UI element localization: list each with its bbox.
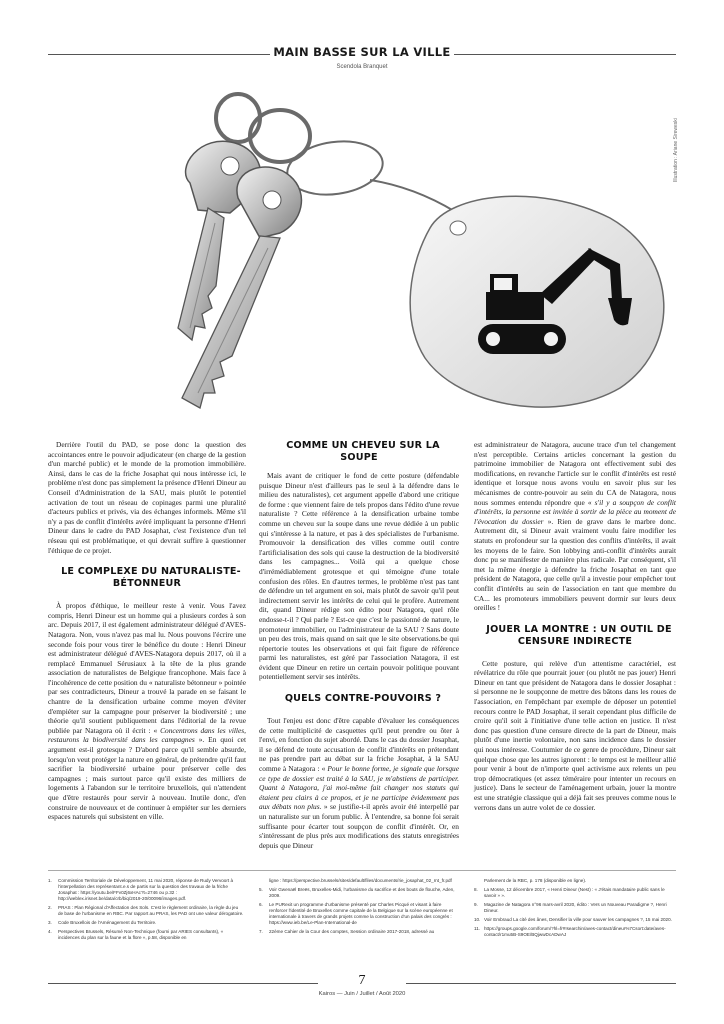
section-heading: COMME UN CHEVEU SUR LA SOUPE xyxy=(286,440,440,463)
footnote-number: 11. xyxy=(474,926,481,931)
author-byline: Scendola Branquet xyxy=(336,64,388,70)
footnote-number: 10. xyxy=(474,917,481,922)
paragraph-text: » se justifie-t-il après avoir été interpellé par un naturaliste sur un forum public. À l'entendre, sa bonne foi serait suffisante pour écarter tout soupçon de conflit d'intérêt. Or, en s'intéressant de plus près aux modifications des statuts enregistrées depuis que Dineur xyxy=(259,802,459,850)
illustration-credit: Illustration : Ariane Sireweski xyxy=(673,118,679,182)
article-section-title: MAIN BASSE SUR LA VILLE xyxy=(273,45,451,59)
section-heading: JOUER LA MONTRE : UN OUTIL DE CENSURE INDIRECTE xyxy=(486,623,672,647)
paragraph: Cette posture, qui relève d'un attentisme caractériel, est révélatrice du rôle que pourrait jouer (ou plutôt ne pas jouer) Henri Dineur en tant que président de Natagora dans le dossier Josaphat : si personne ne le soupçonne de mettre des bâtons dans les roues de l'association, en l'empêchant par exemple de déposer un potentiel recours contre le PAD Josaphat, il serait cependant plus difficile de croire qu'il soit à l'initiative d'une telle action en justice. Il n'est donc pas question d'une censure directe de la part de Dineur, mais plutôt d'une inertie volontaire, non sans incidence dans le dossier qui nous intéresse. Coutumier de ce genre de procédure, Dineur sait quelque chose que les autres ignorent : le temps est le meilleur allié pour venir à bout de n'importe quel activisme aux relents un peu trop démocratiques (et assez téméraire pour intenter un recours en justice). Dans le secteur de l'aménagement urbain, jouer la montre est une stratégie classique qui a déjà fait ses preuves comme nous le verrons dans un autre volet de ce dossier. xyxy=(474,658,676,812)
footnote-number: 4. xyxy=(48,929,52,934)
footnote-text: https://groups.google.com/forum/?hl=fr#!searchin/aves-contact/dineur%7Csort:date/aves-contact/r1mu5B-S9OE/BQjwwDcADwAJ xyxy=(484,926,666,937)
footnotes-column-3 xyxy=(474,878,676,941)
section-heading: QUELS CONTRE-POUVOIRS ? xyxy=(284,693,442,705)
paragraph-text: Mais avant de critiquer le fond de cette posture (défendable puisque Dineur n'est d'ailleurs pas le seul à la défendre dans le milieu des naturalistes), cet argument appelle d'abord une critique de forme : que viennent faire de tels propos dans l'édito d'une revue naturaliste ? Cette référence à la densification urbaine tombe comme un cheveu sur la soupe dans une revue dédiée à un public qui s'intéresse à la nature, et pas à des spécialistes de l'urbanisme. Promouvoir la densification des villes comme outil contre l'artificialisation des sols qui cause la destruction de la biodiversité dans les campagnes... Voilà qui a quelque chose d'irrémédiablement grotesque et qui témoigne d'une totale confusion des rôles xyxy=(259,471,459,586)
paragraph xyxy=(474,440,676,613)
footnote-number: 2. xyxy=(48,905,52,910)
paragraph xyxy=(259,471,459,682)
footnote-text: Perspectives Brussels, Résumé Non-Technique (fourni par ARIES consultants), « incidences du plan sur la faune et la flore », p.58, disponible en xyxy=(58,929,224,940)
paragraph-text: ». En quoi cet argument est-il grotesque ? D'abord parce qu'il semble absurde, lorsqu'on veut protéger la nature en général, de prétendre qu'il faut sacrifier la biodiversité urbaine pour préserver celle des campagnes ; mais surtout parce qu'il existe des milliers de logements à l'abandon sur le territoire bruxellois, qui n'attendent que d'être restaurés pour servir à nouveau. Inutile donc, d'en construire de nouveaux et de continuer à empiéter sur les derniers espaces naturels qui subsistent en ville. xyxy=(48,735,246,822)
paragraph xyxy=(259,716,459,850)
header-rule-left xyxy=(48,54,270,55)
footnote-text: Magazine de Natagora n°96 mars-avril 2020, édito : Vers un Nouveau Paradigme ?, Henri Dineur. xyxy=(484,902,667,913)
footnote-number: 6. xyxy=(259,902,263,907)
quote-text: s'il y a soupçon de conflit d'intérêts, la personne est invitée à sortir de la pièce au moment de l'évocation du dossier xyxy=(474,497,676,526)
footnote xyxy=(259,887,459,899)
footnote-number: 1. xyxy=(48,878,52,883)
article-column-3 xyxy=(474,440,676,812)
footnote xyxy=(48,905,244,917)
footnote-text: Le PURexit un programme d'urbanisme présenté par Charles Picqué et visant à faire renforcer l'identité de Bruxelles comme capitale de la Belgique sur la scène européenne et internationale à travers de grands projets comme la construction d'un palais des congrès : https://www.ieb.be/Le-Plan-International-de xyxy=(269,902,453,925)
footnote xyxy=(48,929,244,941)
article-header xyxy=(48,45,676,65)
footnote xyxy=(259,878,459,884)
footnotes-divider xyxy=(48,870,676,871)
footnote-text: PRAS : Plan Régional d'Affectation des Sols. C'est le règlement ordinaire, la règle du jeu de base de l'urbanisme en RBC. Par rapport au PRAS, les PAD ont une valeur dérogatoire. xyxy=(58,905,244,916)
footnote xyxy=(48,878,244,902)
footnote-number xyxy=(259,878,269,884)
footnote-text: Code Bruxellois de l'Aménagement du Territoire. xyxy=(58,920,157,925)
footnote-text: La Mosse, 12 décembre 2017, « Henri Dineur (Nest) : « J'étais mandataire public sans le savoir » ». xyxy=(484,887,665,898)
paragraph-text: est administrateur de Natagora, aucune trace d'un tel changement n'est perceptible. Certains articles concernant la gestion du patrimoine immobilier de Natagora ont effectivement subi des modifications, en revanche l'article sur le conflit d'intérêts est resté identique et lorsque nous avons voulu en savoir plus sur les mécanismes de contre-pouvoir au sein du CA de Natagora, nous nous sommes entendu répondre que « xyxy=(474,440,676,507)
paragraph: Derrière l'outil du PAD, se pose donc la question des accointances entre le pouvoir adjudicateur (en charge de la gestion d'un marché public) et le monde de la promotion immobilière. Ainsi, dans le cas de la friche Josaphat qui nous intéresse ici, le problème n'est donc pas simplement la présence d'Henri Dineur au Conseil d'Administration de la SAU, mais plutôt le potentiel activation de tout un réseau de copinages parmi une pluralité d'acteurs publics et privés, via des échanges informels. Même s'il n'y a pas de conflit d'intérêts avéré impliquant la personne d'Henri Dineur dans le cadre du PAD Josaphat, c'est l'existence d'un tel réseau qui est problématique, et qui devrait suffire à questionner l'éthique de ce projet. xyxy=(48,440,246,555)
paragraph-text: À propos d'éthique, le meilleur reste à venir. Vous l'avez compris, Henri Dineur est un homme qui a plusieurs cordes à son arc. Depuis 2017, il est également administrateur délégué d'AVES-Natagora. Non, vous n'avez pas mal lu. Nous pouvons l'écrire une seconde fois pour vous tirer le bénéfice du doute : Henri Dineur est administrateur délégué d'AVES-Natagora depuis 2017, où il a remplacé Emmanuel Sérusiaux à la tête de la plus grande association de naturalistes de Belgique francophone. Mais face à l'incohérence de cette position du « naturaliste bétonneur » pointée par ses contradicteurs, Dineur a trouvé la parade en se faisant le chantre de la densification urbaine comme moyen d'éviter d'empiéter sur la campagne pour préserver la biodiversité ; une théorie qu'il soutient publiquement dans l'éditorial de la revue publiée par Natagora où il écrit : « xyxy=(48,601,246,735)
publication-footer: Kairos — Juin / Juillet / Août 2020 xyxy=(318,991,406,997)
footnote-number: 9. xyxy=(474,902,478,907)
paragraph-text: . En d'autres termes, le problème n'est pas tant de défendre un tel argument en soi, mais plutôt de savoir qu'il peut indirectement servir les intérêts de celui qui le profère. Autrement dit, quand Dineur rédige son édito pour Natagora, quel rôle endosse-t-il ? Qui parle ? Est-ce que c'est le passionné de nature, le promoteur immobilier, ou l'administrateur de la SAU ? Sans doute un peu des trois, mais quand on sait que le site observations.be qui répertorie toutes les observations et qui fait figure de référence parmi les naturalistes, est géré par l'association Natagora, il est évident que Dineur en retire un certain pouvoir politique pouvant potentiellement servir ses intérêts. xyxy=(259,576,459,682)
article-column-2 xyxy=(259,440,459,850)
section-heading: LE COMPLEXE DU NATURALISTE-BÉTONNEUR xyxy=(61,566,241,590)
header-rule-right xyxy=(454,54,676,55)
keys-keychain-illustration xyxy=(120,88,680,428)
footnote-text: Voir Gwenaël Breës, Bruxelles-Midi, l'urbanisme du sacrifice et des bouts de flouche, Aden, 2009. xyxy=(269,887,455,898)
paragraph-text: ». Rien de grave dans le marbre donc. Autrement dit, si Dineur avait vraiment voulu faire modifier les statuts en profondeur sur la question des conflits d'intérêts, il avait les moyens de le faire. Son lobbying anti-conflit d'intérêts aurait donc pu se manifester de manière plus radicale. Par conséquent, s'il met la même énergie à défendre la friche Josaphat en tant que président de Natagora, que celle qu'il a investie pour empêcher tout conflit d'intérêts au sein de l'association en tant que membre du CA... les promoteurs immobiliers peuvent dormir sur leurs deux oreilles ! xyxy=(474,516,676,613)
footnotes-column-2 xyxy=(259,878,459,938)
footnote xyxy=(259,902,459,926)
footnote-number xyxy=(474,878,484,884)
footnote-number: 3. xyxy=(48,920,52,925)
article-column-1 xyxy=(48,440,246,822)
footnote-text: Parlement de la RBC, p. 178 (disponible en ligne). xyxy=(484,878,587,883)
quote-text: Concentrons dans les villes, restaurons la biodiversité dans les campagnes xyxy=(48,725,246,745)
footnote-number: 7. xyxy=(259,929,263,934)
footnote-number: 5. xyxy=(259,887,263,892)
footer-rule-right xyxy=(406,983,676,984)
footnote xyxy=(474,887,676,899)
footnote xyxy=(474,926,676,938)
page-number: 7 xyxy=(358,973,366,988)
footnote-text: Commission Territoriale de Développement, 11 mai 2020, réponse de Rudy Vervoort à l'interpellation des représentant.e.s de partis sur la question des travaux de la friche Josaphat : https://youtu.be/FFv0Zj6xHAc?t=2746 ou p.32 : http://weblex.irisnet.be/data/crb/biq/2019-20/00096/images.pdf. xyxy=(58,878,233,901)
footnote xyxy=(48,920,244,926)
footnote-text: Voir Embraud La cité des ânes, Densifier la ville pour sauver les campagnes ?, 15 mai 2020. xyxy=(484,917,672,922)
footnote-text: ligne : https://perspective.brussels/sites/default/files/documents/rie_josaphat_02_rnt_fr.pdf xyxy=(269,878,452,883)
footnote xyxy=(474,878,676,884)
paragraph-text: Tout l'enjeu est donc d'être capable d'évaluer les conséquences de cette multiplicité de casquettes qu'il peut prendre ou ôter à l'envi, en fonction du sujet abordé. Dans le cas du dossier Josaphat, il se défend de toute accusation de conflit d'intérêts en prétendant ne pas prendre part au débat sur la friche Josaphat, à la SAU comme à Natagora : « xyxy=(259,716,459,774)
footer-rule-left xyxy=(48,983,318,984)
footnote-text: 22ème Cahier de la Cour des comptes, Session ordinaire 2017-2018, adressé au xyxy=(269,929,435,934)
quote-text: Pour le bonne forme, je signale que lorsque ce type de dossier est traité à la SAU, je m'abstiens de participer. Quant à Natagora, j'ai moi-même fait changer nos statuts qui étaient peu clairs à ce propos, et je ne participe évidemment pas aux débats non plus. xyxy=(259,764,459,812)
paragraph xyxy=(48,601,246,822)
footnotes-column-1 xyxy=(48,878,244,944)
footnote xyxy=(474,917,676,923)
footnote xyxy=(259,929,459,935)
footnote-number: 8. xyxy=(474,887,478,892)
footnote xyxy=(474,902,676,914)
